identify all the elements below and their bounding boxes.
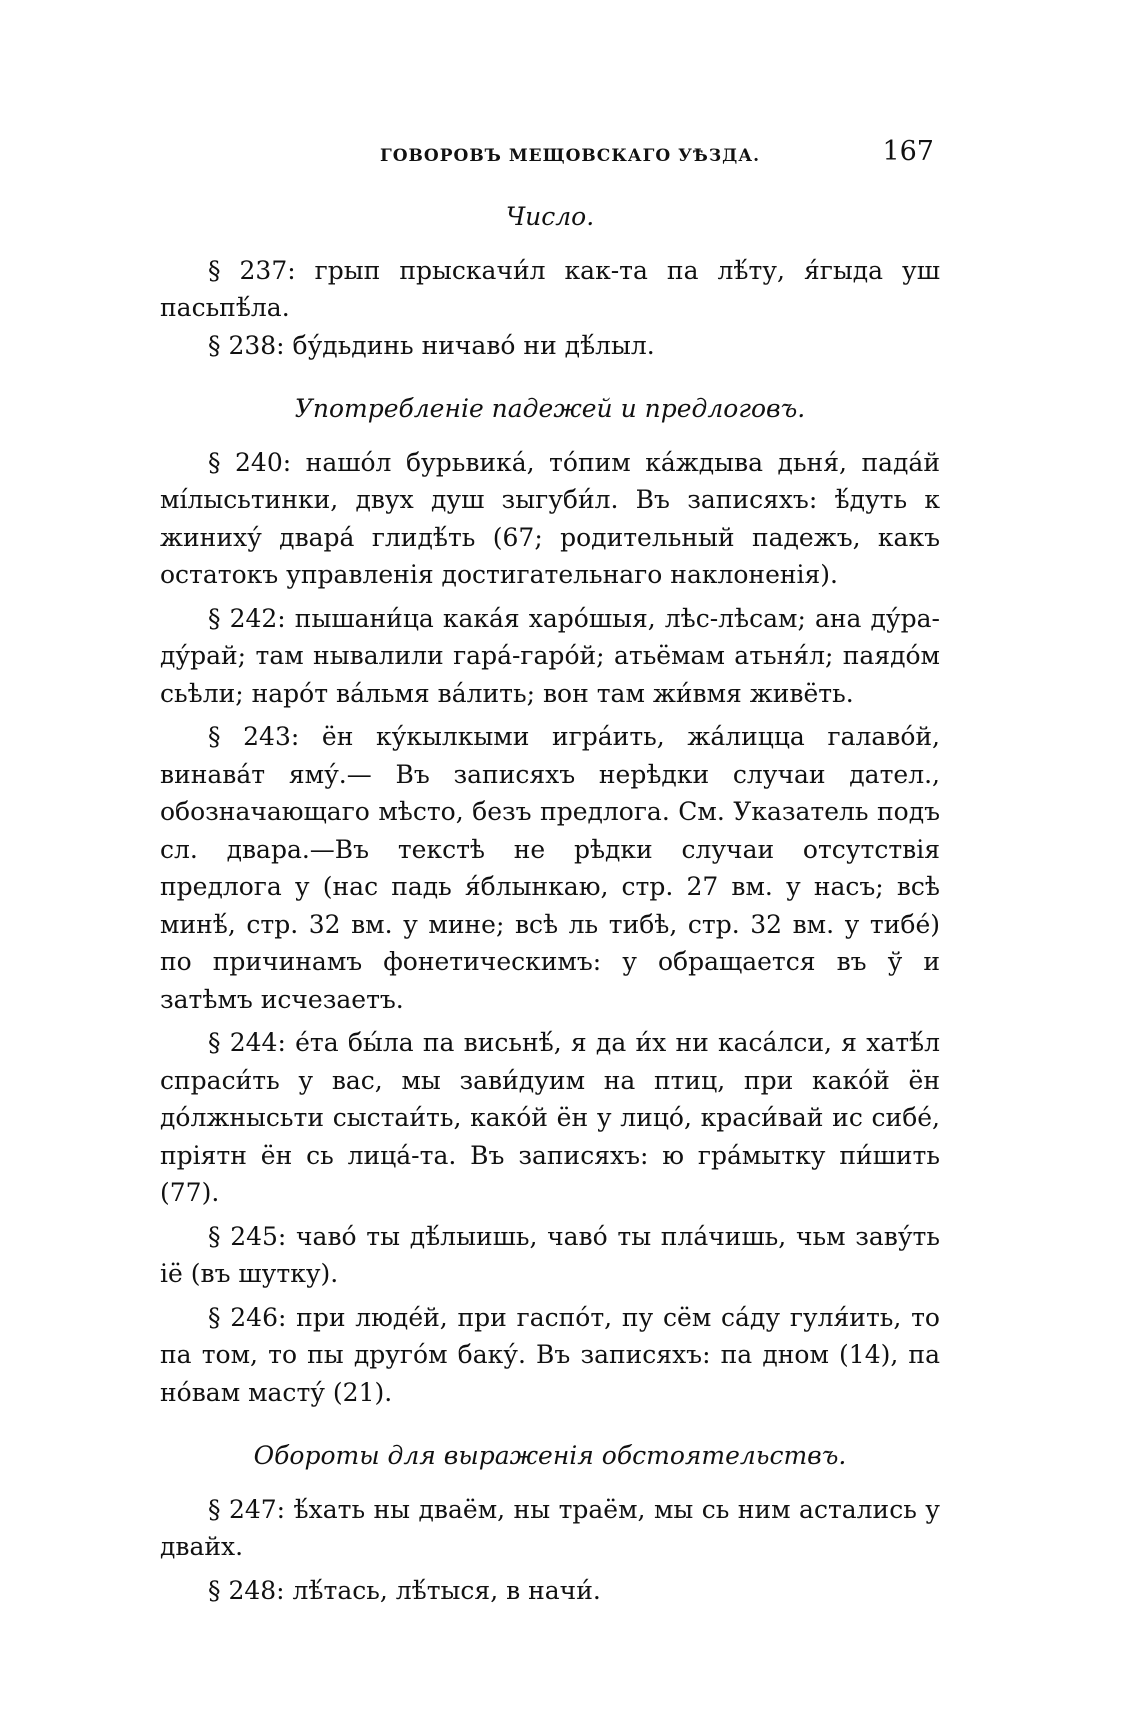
paragraph-244: § 244: е́та бы́ла па висьнѣ́, я да и́х ни каса́лси, я хатѣ́л спраси́ть у вас, мы зави́дуим на птиц, при како́й ён до́лжнысьти cыстаи́ть, како́й ён у лицо́, краси́вай ис сибе́, пріятн ён сь лица́-та. Въ записяхъ: ю гра́мытку пи́шить (77). bbox=[160, 1028, 940, 1207]
paragraph-237: § 237: грып прыскачи́л как-та па лѣ́ту, я́гыда уш пасьпѣ́ла. bbox=[160, 255, 940, 322]
paragraph-242: § 242: пышани́ца кака́я харо́шыя, лѣс-лѣсам; ана ду́ра-ду́рай; там нывалили гара́-гаро́й; атьёмам атьня́л; паядо́м сьѣли; наро́т ва́льмя ва́лить; вон там жи́вмя живёть. bbox=[160, 603, 940, 708]
section-title-circumstances: Обороты для выраженія обстоятельствъ. bbox=[253, 1441, 847, 1470]
paragraph-246: § 246: при людéй, при гаспóт, пу сём са́ду гуля́ить, то па том, то пы другóм баку́. Въ записяхъ: па дном (14), па но́вам масту́ (21). bbox=[160, 1302, 940, 1407]
paragraph-243: § 243: ён ку́кылкыми игра́ить, жа́лицца галаво́й, винава́т яму́.— Въ записяхъ нерѣдки случаи дател., обозначающаго мѣсто, безъ предлога. См. Указатель подъ сл. двара.—Въ текстѣ не рѣдки случаи отсутствія предлога у (нас падь я́блынкаю, стр. 27 вм. у насъ; всѣ минѣ́, стр. 32 вм. у мине; всѣ ль тибѣ, стр. 32 вм. у тибе́) по причинамъ фонетическимъ: у обращается въ ў и затѣмъ исчезаетъ. bbox=[160, 722, 940, 1014]
page-header bbox=[160, 138, 940, 178]
paragraph-248: § 248: лѣ́тась, лѣ́тыся, в начи́. bbox=[208, 1575, 601, 1605]
running-head: ГОВОРОВЪ МЕЩОВСКАГО УѢЗДА. bbox=[380, 146, 761, 166]
text-block bbox=[160, 198, 940, 1609]
paragraph-240: § 240: нашо́л бурьвика́, то́пим ка́ждыва дьня́, пада́й мі́лысьтинки, двух душ зыгуби́л. Въ записяхъ: ѣ́дуть к жиниху́ двара́ глидѣ́ть (67; родительный падежъ, какъ остатокъ управленія достигательнаго наклоненія). bbox=[160, 447, 940, 589]
section-title-number: Число. bbox=[505, 202, 595, 231]
paragraph-247: § 247: ѣ́хать ны дваём, ны траём, мы сь ним астались у двайх. bbox=[160, 1494, 940, 1561]
section-title-cases: Употребленіе падежей и предлоговъ. bbox=[294, 394, 806, 423]
paragraph-245: § 245: чаво́ ты дѣ́лыишь, чаво́ ты пла́чишь, чьм заву́ть іё (въ шутку). bbox=[160, 1221, 940, 1288]
paragraph-238: § 238: бу́дьдинь ничаво́ ни дѣ́лыл. bbox=[208, 330, 655, 360]
page-number: 167 bbox=[882, 136, 934, 167]
